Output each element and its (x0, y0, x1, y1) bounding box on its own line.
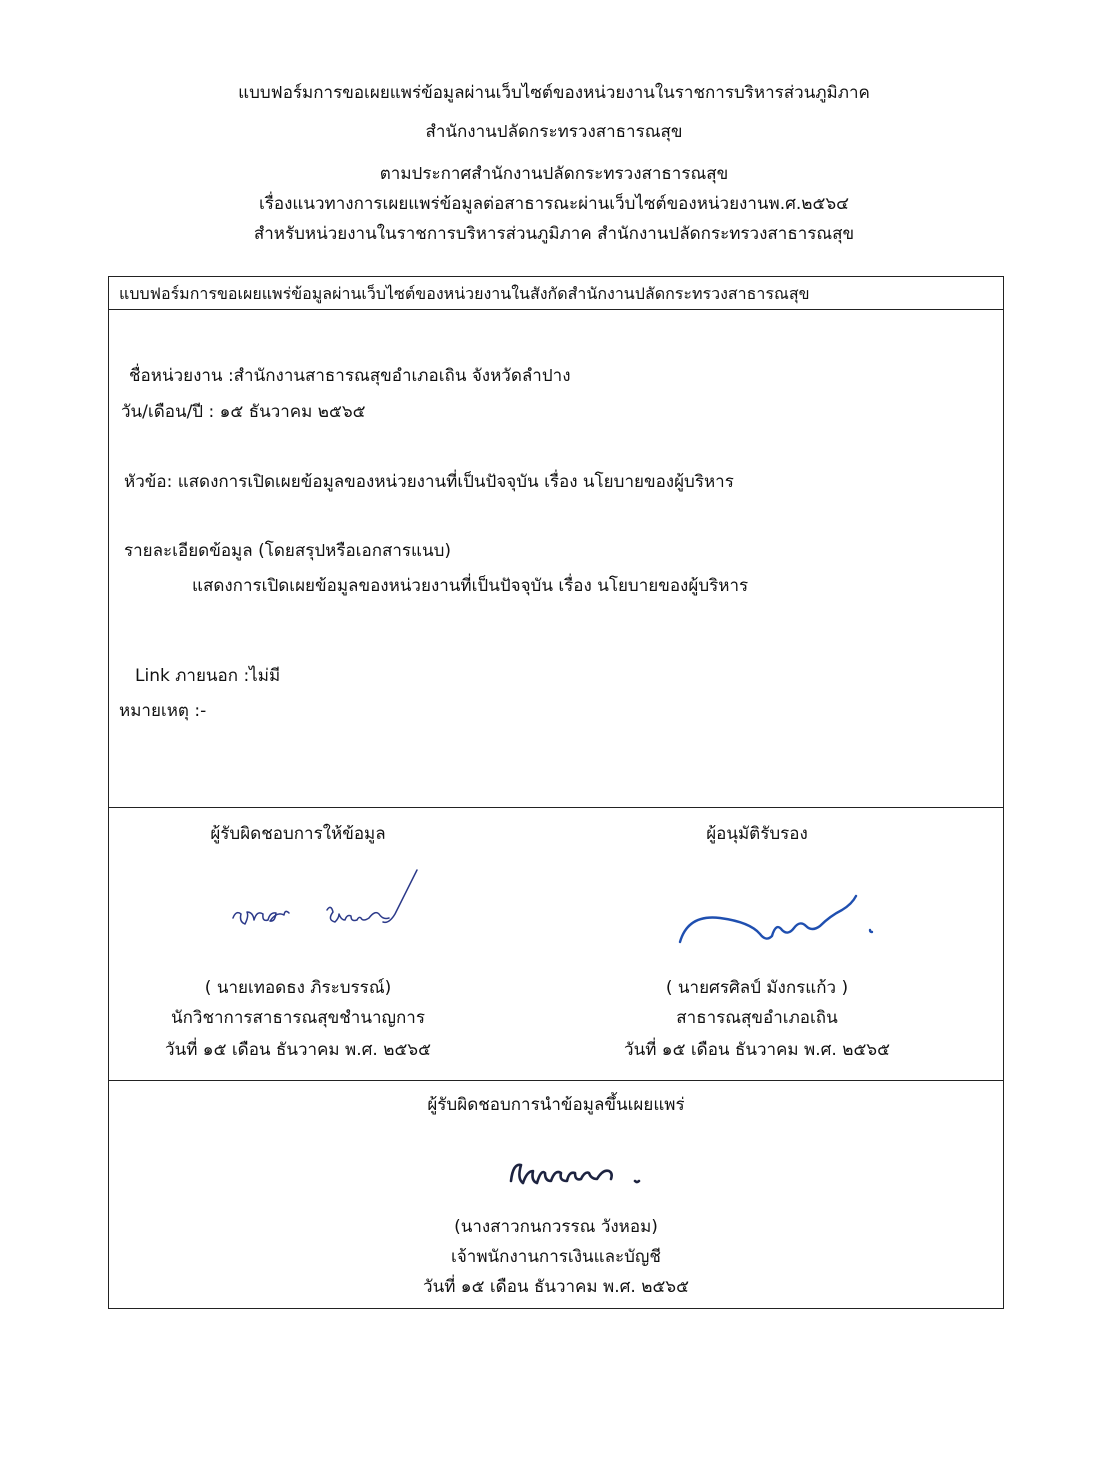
approver-name: ( นายศรศิลป์ มังกรแก้ว ) (665, 978, 849, 998)
approver-signature (674, 898, 874, 958)
request-date: วัน/เดือน/ปี : ๑๕ ธันวาคม ๒๕๖๕ (121, 402, 366, 422)
approver-heading: ผู้อนุมัติรับรอง (706, 824, 808, 844)
detail-text: แสดงการเปิดเผยข้อมูลของหน่วยงานที่เป็นปัจจุบัน เรื่อง นโยบายของผู้บริหาร (192, 576, 749, 596)
publisher-heading: ผู้รับผิดชอบการนำข้อมูลขึ้นเผยแพร่ (427, 1095, 685, 1115)
header-line-2: สำนักงานปลัดกระทรวงสาธารณสุข (425, 122, 683, 142)
external-link: Link ภายนอก :ไม่มี (135, 666, 281, 686)
publisher-position: เจ้าพนักงานการเงินและบัญชี (451, 1247, 661, 1267)
publication-request-form (108, 276, 1004, 1309)
header-line-5: สำหรับหน่วยงานในราชการบริหารส่วนภูมิภาค สำนักงานปลัดกระทรวงสาธารณสุข (253, 224, 855, 244)
approver-position: สาธารณสุขอำเภอเถิน (676, 1008, 838, 1028)
responsible-signature (227, 866, 427, 936)
approver-date: วันที่ ๑๕ เดือน ธันวาคม พ.ศ. ๒๕๖๕ (624, 1040, 890, 1060)
detail-label: รายละเอียดข้อมูล (โดยสรุปหรือเอกสารแนบ) (124, 541, 452, 561)
remark: หมายเหตุ :- (119, 701, 207, 721)
form-title: แบบฟอร์มการขอเผยแพร่ข้อมูลผ่านเว็บไซต์ของหน่วยงานในสังกัดสำนักงานปลัดกระทรวงสาธารณสุข (109, 277, 1003, 310)
responsible-date: วันที่ ๑๕ เดือน ธันวาคม พ.ศ. ๒๕๖๕ (165, 1040, 431, 1060)
topic: หัวข้อ: แสดงการเปิดเผยข้อมูลของหน่วยงานที่เป็นปัจจุบัน เรื่อง นโยบายของผู้บริหาร (124, 472, 734, 492)
publisher-date: วันที่ ๑๕ เดือน ธันวาคม พ.ศ. ๒๕๖๕ (423, 1277, 689, 1297)
header-line-3: ตามประกาศสำนักงานปลัดกระทรวงสาธารณสุข (379, 164, 729, 184)
agency-name: ชื่อหน่วยงาน :สำนักงานสาธารณสุขอำเภอเถิน จังหวัดลำปาง (129, 366, 571, 386)
header-line-4: เรื่องแนวทางการเผยแพร่ข้อมูลต่อสาธารณะผ่านเว็บไซต์ของหน่วยงานพ.ศ.๒๕๖๔ (258, 194, 850, 214)
form-info-section (109, 310, 1003, 808)
publisher-signature (507, 1151, 647, 1191)
publisher-section (109, 1081, 1003, 1308)
signature-section (109, 808, 1003, 1081)
publisher-name: (นางสาวกนกวรรณ วังหอม) (454, 1217, 658, 1237)
responsible-heading: ผู้รับผิดชอบการให้ข้อมูล (210, 824, 386, 844)
document-header (0, 78, 1108, 249)
responsible-position: นักวิชาการสาธารณสุขชำนาญการ (171, 1008, 425, 1028)
header-line-1: แบบฟอร์มการขอเผยแพร่ข้อมูลผ่านเว็บไซต์ของหน่วยงานในราชการบริหารส่วนภูมิภาค (238, 83, 870, 103)
responsible-name: ( นายเทอดธง ภิระบรรณ์) (204, 978, 392, 998)
